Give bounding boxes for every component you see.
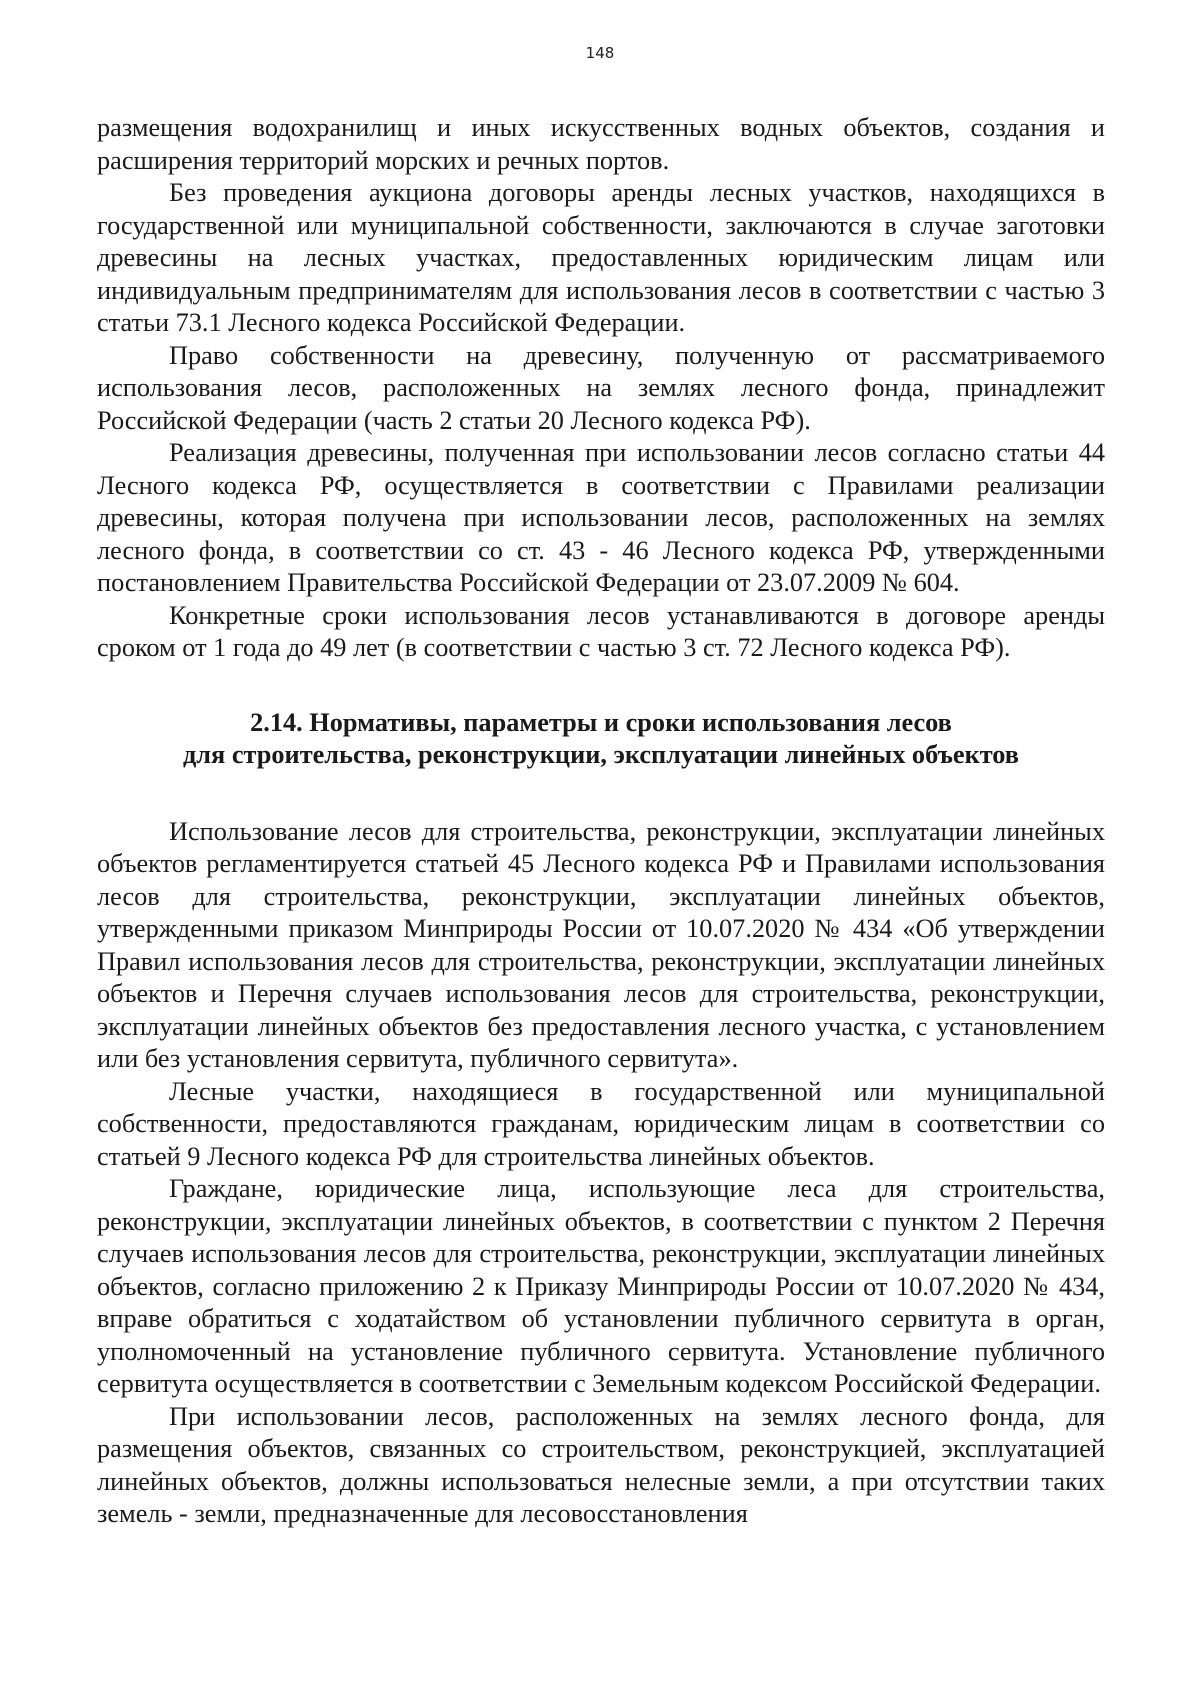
paragraph-wood-sale: Реализация древесины, полученная при использовании лесов согласно статьи 44 Лесного кодекса РФ, осуществляется в соответствии с Правилами реализации древесины, которая получена при использовании лесов, расположенных на землях лесного фонда, в соответствии со ст. 43 - 46 Лесного кодекса РФ, утвержденными постановлением Правительства Российской Федерации от 23.07.2009 № 604. (97, 438, 1105, 597)
section-heading (97, 707, 1105, 772)
document-body (97, 112, 1105, 1531)
section-heading-line-2: для строительства, реконструкции, эксплуатации линейных объектов (183, 740, 1019, 769)
paragraph-lease-terms: Конкретные сроки использования лесов устанавливаются в договоре аренды сроком от 1 года до 49 лет (в соответствии с частью 3 ст. 72 Лесного кодекса РФ). (97, 600, 1105, 662)
page-number: 148 (585, 44, 615, 62)
paragraph-continuation: размещения водохранилищ и иных искусственных водных объектов, создания и расширения территорий морских и речных портов. (97, 113, 1105, 175)
section-heading-line-1: 2.14. Нормативы, параметры и сроки использования лесов (250, 707, 952, 737)
paragraph-non-forest-land: При использовании лесов, расположенных на землях лесного фонда, для размещения объектов, связанных со строительством, реконструкцией, эксплуатацией линейных объектов, должны использоваться нелесные земли, а при отсутствии таких земель - земли, предназначенные для лесовосстановления (97, 1401, 1105, 1528)
paragraph-land-provision: Лесные участки, находящиеся в государственной или муниципальной собственности, предоставляются гражданам, юридическим лицам в соответствии со статьей 9 Лесного кодекса РФ для строительства линейных объектов. (97, 1076, 1105, 1171)
paragraph-regulation: Использование лесов для строительства, реконструкции, эксплуатации линейных объектов регламентируется статьей 45 Лесного кодекса РФ и Правилами использования лесов для строительства, реконструкции, эксплуатации линейных объектов, утвержденными приказом Минприроды России от 10.07.2020 № 434 «Об утверждении Правил использования лесов для строительства, реконструкции, эксплуатации линейных объектов и Перечня случаев использования лесов для строительства, реконструкции, эксплуатации линейных объектов без предоставления лесного участка, с установлением или без установления сервитута, публичного сервитута». (97, 816, 1105, 1073)
paragraph-wood-ownership: Право собственности на древесину, полученную от рассматриваемого использования лесов, расположенных на землях лесного фонда, принадлежит Российской Федерации (часть 2 статьи 20 Лесного кодекса РФ). (97, 340, 1105, 435)
paragraph-public-servitude: Граждане, юридические лица, использующие леса для строительства, реконструкции, эксплуатации линейных объектов, в соответствии с пунктом 2 Перечня случаев использования лесов для строительства, реконструкции, эксплуатации линейных объектов, согласно приложению 2 к Приказу Минприроды России от 10.07.2020 № 434, вправе обратиться с ходатайством об установлении публичного сервитута в орган, уполномоченный на установление публичного сервитута. Установление публичного сервитута осуществляется в соответствии с Земельным кодексом Российской Федерации. (97, 1174, 1105, 1398)
paragraph-auction-exemption: Без проведения аукциона договоры аренды лесных участков, находящихся в государственной или муниципальной собственности, заключаются в случае заготовки древесины на лесных участках, предоставленных юридическим лицам или индивидуальным предпринимателям для использования лесов в соответствии с частью 3 статьи 73.1 Лесного кодекса Российской Федерации. (97, 178, 1105, 337)
